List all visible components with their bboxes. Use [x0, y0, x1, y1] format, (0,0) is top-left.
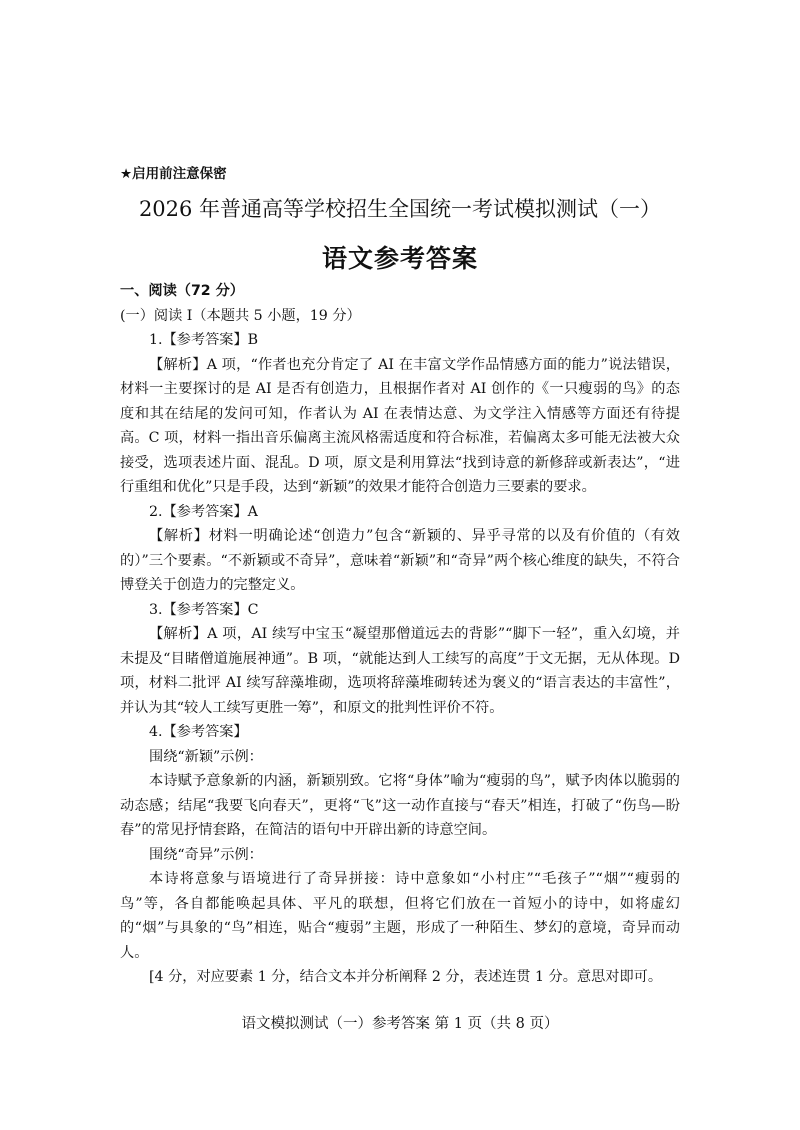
- q1-analysis: 【解析】A 项，“作者也充分肯定了 AI 在丰富文学作品情感方面的能力”说法错误，材料一主要探讨的是 AI 是否有创造力，且根据作者对 AI 创作的《一只瘦弱的鸟》的态度和其在结尾的发问可知，作者认为 AI 在表情达意、为文学注入情感等方面还有待提高。C 项，材料一指出音乐偏离主流风格需适度和符合标准，若偏离太多可能无法被大众接受，选项表述片面、混乱。D 项，原文是利用算法“找到诗意的新修辞或新表达”，“进行重组和优化”只是手段，达到“新颖”的效果才能符合创造力三要素的要求。: [120, 356, 680, 495]
- q2-analysis: 【解析】材料一明确论述“创造力”包含“新颖的、异乎寻常的以及有价值的（有效的）”三个要素。“不新颖或不奇异”，意味着“新颖”和“奇异”两个核心维度的缺失，不符合博登关于创造力的完整定义。: [120, 528, 680, 593]
- subject-title: 语文参考答案: [321, 244, 478, 273]
- q4-scoring-note: [4 分，对应要素 1 分，结合文本并分析阐释 2 分，表述连贯 1 分。意思对即可。: [149, 969, 663, 985]
- q2-answer: 2.【参考答案】A: [149, 503, 258, 520]
- q4-novel-label: 围绕“新颖”示例：: [149, 748, 263, 765]
- q3-analysis: 【解析】A 项，AI 续写中宝玉“凝望那僧道远去的背影”“脚下一轻”，重入幻境，并未提及“目睹僧道施展神通”。B 项，“就能达到人工续写的高度”于文无据，无从体现。D 项，材料二批评 AI 续写辞藻堆砌，选项将辞藻堆砌转述为褒义的“语言表达的丰富性”，并认为其“较人工续写更胜一筹”，和原文的批判性评价不符。: [120, 626, 680, 716]
- q3-answer: 3.【参考答案】C: [149, 601, 259, 618]
- confidential-notice: ★启用前注意保密: [120, 166, 227, 182]
- q1-answer: 1.【参考答案】B: [149, 332, 259, 348]
- q4-novel-text: 本诗赋予意象新的内涵，新颖别致。它将“身体”喻为“瘦弱的鸟”，赋予肉体以脆弱的动态感；结尾“我要飞向春天”，更将“飞”这一动作直接与“春天”相连，打破了“伤鸟—盼春”的常见抒情套路，在简洁的语句中开辟出新的诗意空间。: [120, 773, 680, 838]
- section-subheading: (一）阅读 I（本题共 5 小题，19 分）: [120, 307, 361, 324]
- page-footer: 语文模拟测试（一）参考答案 第 1 页（共 8 页）: [241, 1016, 559, 1032]
- q4-strange-label: 围绕“奇异”示例：: [149, 846, 263, 863]
- q4-answer: 4.【参考答案】: [149, 724, 248, 740]
- exam-title: 2026 年普通高等学校招生全国统一考试模拟测试（一）: [138, 197, 662, 221]
- q4-strange-text: 本诗将意象与语境进行了奇异拼接：诗中意象如“小村庄”“毛孩子”“烟”“瘦弱的鸟”等，各自都能唤起具体、平凡的联想，但将它们放在一首短小的诗中，如将虚幻的“烟”与具象的“鸟”相连，贴合“瘦弱”主题，形成了一种陌生、梦幻的意境，奇异而动人。: [120, 871, 680, 961]
- section-heading: 一、阅读（72 分）: [120, 283, 244, 299]
- answer-content: [120, 279, 680, 990]
